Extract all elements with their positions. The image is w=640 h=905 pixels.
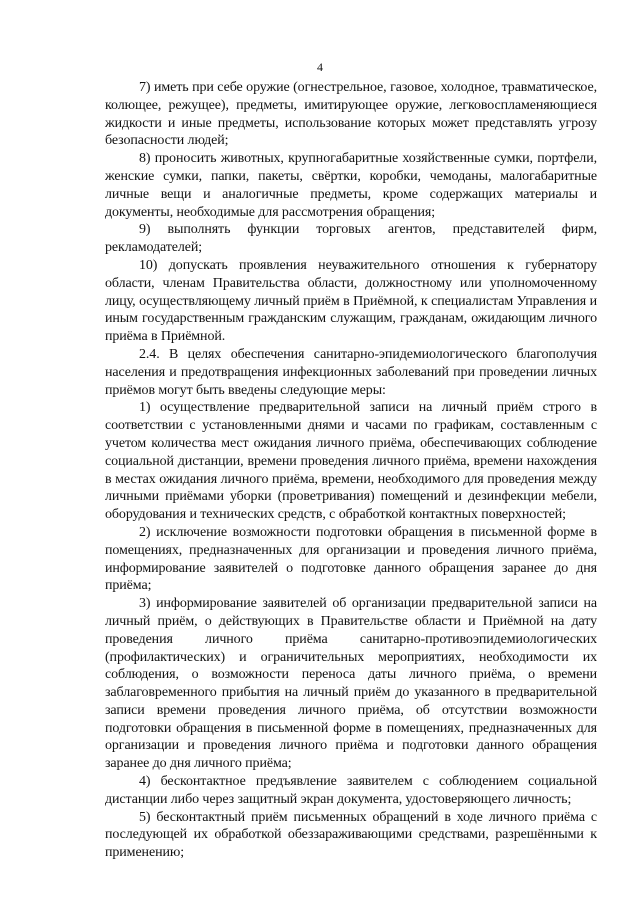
- paragraph-item-8: 8) проносить животных, крупногабаритные хозяйственные сумки, портфели, женские сумки, папки, пакеты, свёртки, коробки, чемоданы, малогабаритные личные вещи и аналогичные предметы, кроме содержащих материалы и документы, необходимые для рассмотрения обращения;: [105, 151, 597, 220]
- paragraph-measure-4: 4) бесконтактное предъявление заявителем с соблюдением социальной дистанции либо через защитный экран документа, удостоверяющего личность;: [105, 774, 597, 807]
- document-body: [105, 79, 597, 862]
- paragraph-item-9: 9) выполнять функции торговых агентов, представителей фирм, рекламодателей;: [105, 222, 597, 256]
- paragraph-measure-5: 5) бесконтактный приём письменных обращений в ходе личного приёма с последующей их обработкой обеззараживающими средствами, разрешёнными к применению;: [105, 809, 597, 861]
- paragraph-measure-2: 2) исключение возможности подготовки обращения в письменной форме в помещениях, предназначенных для организации и проведения личного приёма, информирование заявителей о подготовке данного обращения заранее до дня приёма;: [105, 524, 597, 594]
- paragraph-section-2-4: 2.4. В целях обеспечения санитарно-эпидемиологического благополучия населения и предотвращения инфекционных заболеваний при проведении личных приёмов могут быть введены следующие меры:: [105, 346, 597, 398]
- paragraph-item-10: 10) допускать проявления неуважительного отношения к губернатору области, членам Правительства области, должностному или уполномоченному лицу, осуществляющему личный приём в Приёмной, к специалистам Управления и иным государственным гражданским служащим, гражданам, ожидающим личного приёма в Приёмной.: [105, 257, 597, 345]
- paragraph-measure-1: 1) осуществление предварительной записи на личный приём строго в соответствии с установленными днями и часами по графикам, составленным с учетом количества мест ожидания личного приёма, обеспечивающих соблюдение социальной дистанции, времени проведения личного приёма, времени нахождения в местах ожидания личного приёма, времени, необходимого для проведения между личными приёмами уборки (проветривания) помещений и дезинфекции мебели, оборудования и технических средств, с обработкой контактных поверхностей;: [105, 400, 597, 523]
- paragraph-measure-3: 3) информирование заявителей об организации предварительной записи на личный приём, о действующих в Правительстве области и Приёмной на дату проведения личного приёма санитарно-противоэпидемиологических (профилактических) и ограничительных мероприятиях, необходимости их соблюдения, о возможности переноса даты личного приёма, о времени заблаговременного прибытия на личный приём до указанного в предварительной записи времени проведения личного приёма, об отсутствии возможности подготовки обращения в письменной форме в помещениях, предназначенных для организации и проведения личного приёма и подготовки данного обращения заранее до дня личного приёма;: [105, 596, 597, 772]
- page-number: 4: [317, 60, 323, 74]
- paragraph-item-7: 7) иметь при себе оружие (огнестрельное, газовое, холодное, травматическое, колющее, режущее), предметы, имитирующее оружие, легковоспламеняющиеся жидкости и иные предметы, использование которых может представлять угрозу безопасности людей;: [105, 80, 597, 149]
